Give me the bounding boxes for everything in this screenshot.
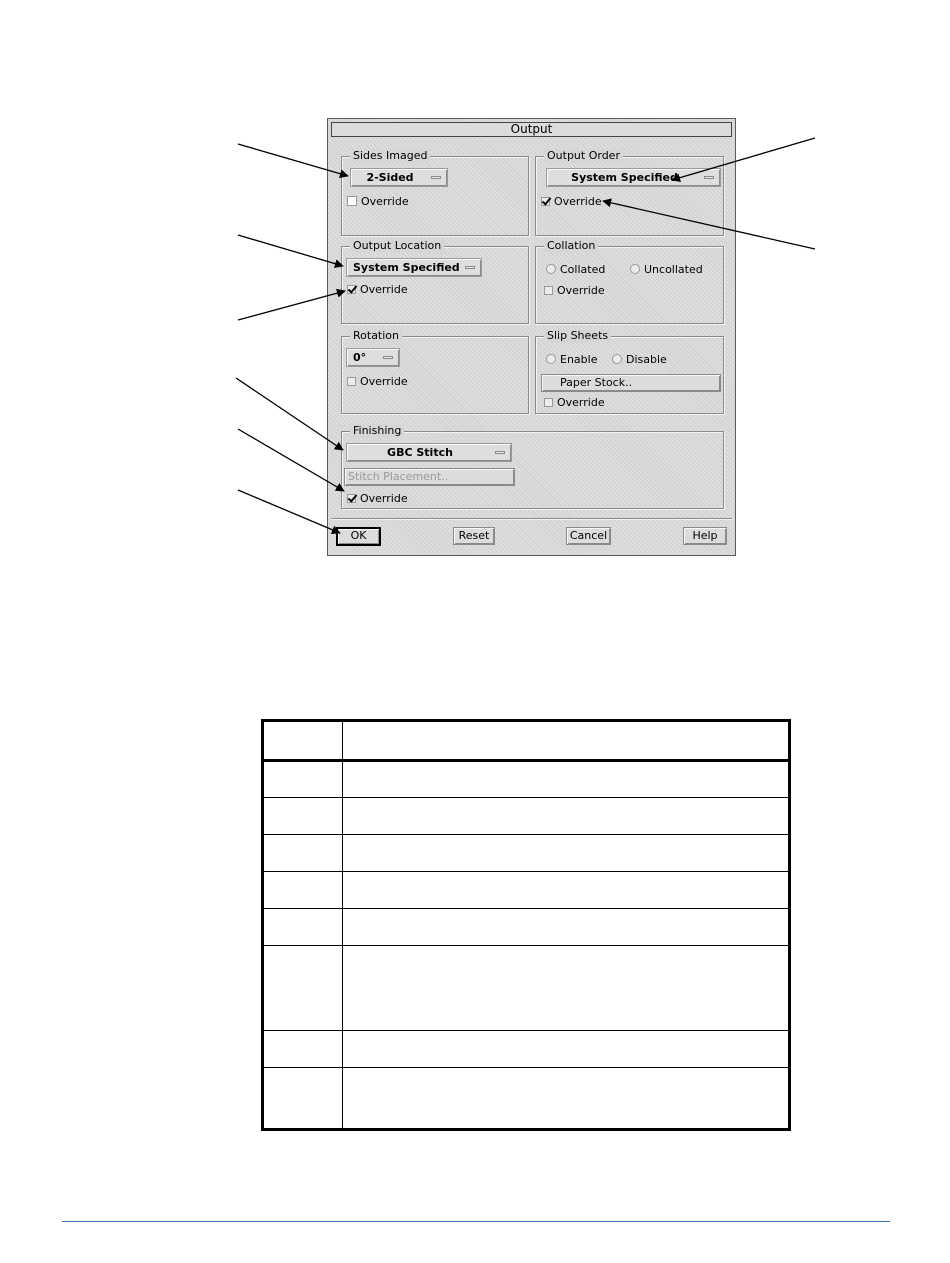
rotation-value: 0° [353, 351, 367, 364]
uncollated-label: Uncollated [644, 263, 703, 276]
reset-button[interactable]: Reset [453, 527, 495, 545]
dialog-title: Output [331, 122, 732, 137]
callout-arrow-icon [238, 291, 345, 320]
cancel-button[interactable]: Cancel [566, 527, 611, 545]
help-button[interactable]: Help [683, 527, 727, 545]
rotation-override-label: Override [360, 375, 408, 388]
output-order-override-label: Override [554, 195, 602, 208]
output-order-value: System Specified [571, 171, 678, 184]
sides-imaged-legend: Sides Imaged [350, 149, 430, 163]
collation-legend: Collation [544, 239, 598, 253]
table-row-rule [264, 871, 788, 872]
callout-arrow-icon [238, 144, 348, 176]
collated-label: Collated [560, 263, 606, 276]
output-location-legend: Output Location [350, 239, 444, 253]
rotation-legend: Rotation [350, 329, 402, 343]
callout-arrow-icon [672, 138, 815, 180]
finishing-override-label: Override [360, 492, 408, 505]
table-row-rule [264, 1030, 788, 1031]
callout-arrow-icon [238, 490, 340, 533]
stitch-placement-button[interactable]: Stitch Placement.. [344, 468, 515, 486]
footer-rule [62, 1221, 890, 1222]
enable-label: Enable [560, 353, 598, 366]
paper-stock-button[interactable]: Paper Stock.. [541, 374, 721, 392]
finishing-legend: Finishing [350, 424, 404, 438]
output-location-override-label: Override [360, 283, 408, 296]
output-location-value: System Specified [353, 261, 460, 274]
table-header-rule [264, 759, 788, 762]
callout-arrow-icon [603, 201, 815, 249]
callout-arrow-icon [236, 378, 343, 450]
table-row-rule [264, 797, 788, 798]
table-row-rule [264, 908, 788, 909]
callout-arrow-icon [238, 235, 343, 266]
disable-label: Disable [626, 353, 667, 366]
callout-table [261, 719, 791, 1131]
table-row-rule [264, 945, 788, 946]
sides-imaged-value: 2-Sided [366, 171, 414, 184]
table-row-rule [264, 834, 788, 835]
sides-imaged-override-label: Override [361, 195, 409, 208]
slip-sheets-override-label: Override [557, 396, 605, 409]
collation-override-label: Override [557, 284, 605, 297]
slip-sheets-legend: Slip Sheets [544, 329, 611, 343]
output-order-legend: Output Order [544, 149, 623, 163]
finishing-value: GBC Stitch [387, 446, 453, 459]
callout-arrow-icon [238, 429, 344, 491]
table-row-rule [264, 1067, 788, 1068]
ok-button[interactable]: OK [336, 527, 381, 546]
